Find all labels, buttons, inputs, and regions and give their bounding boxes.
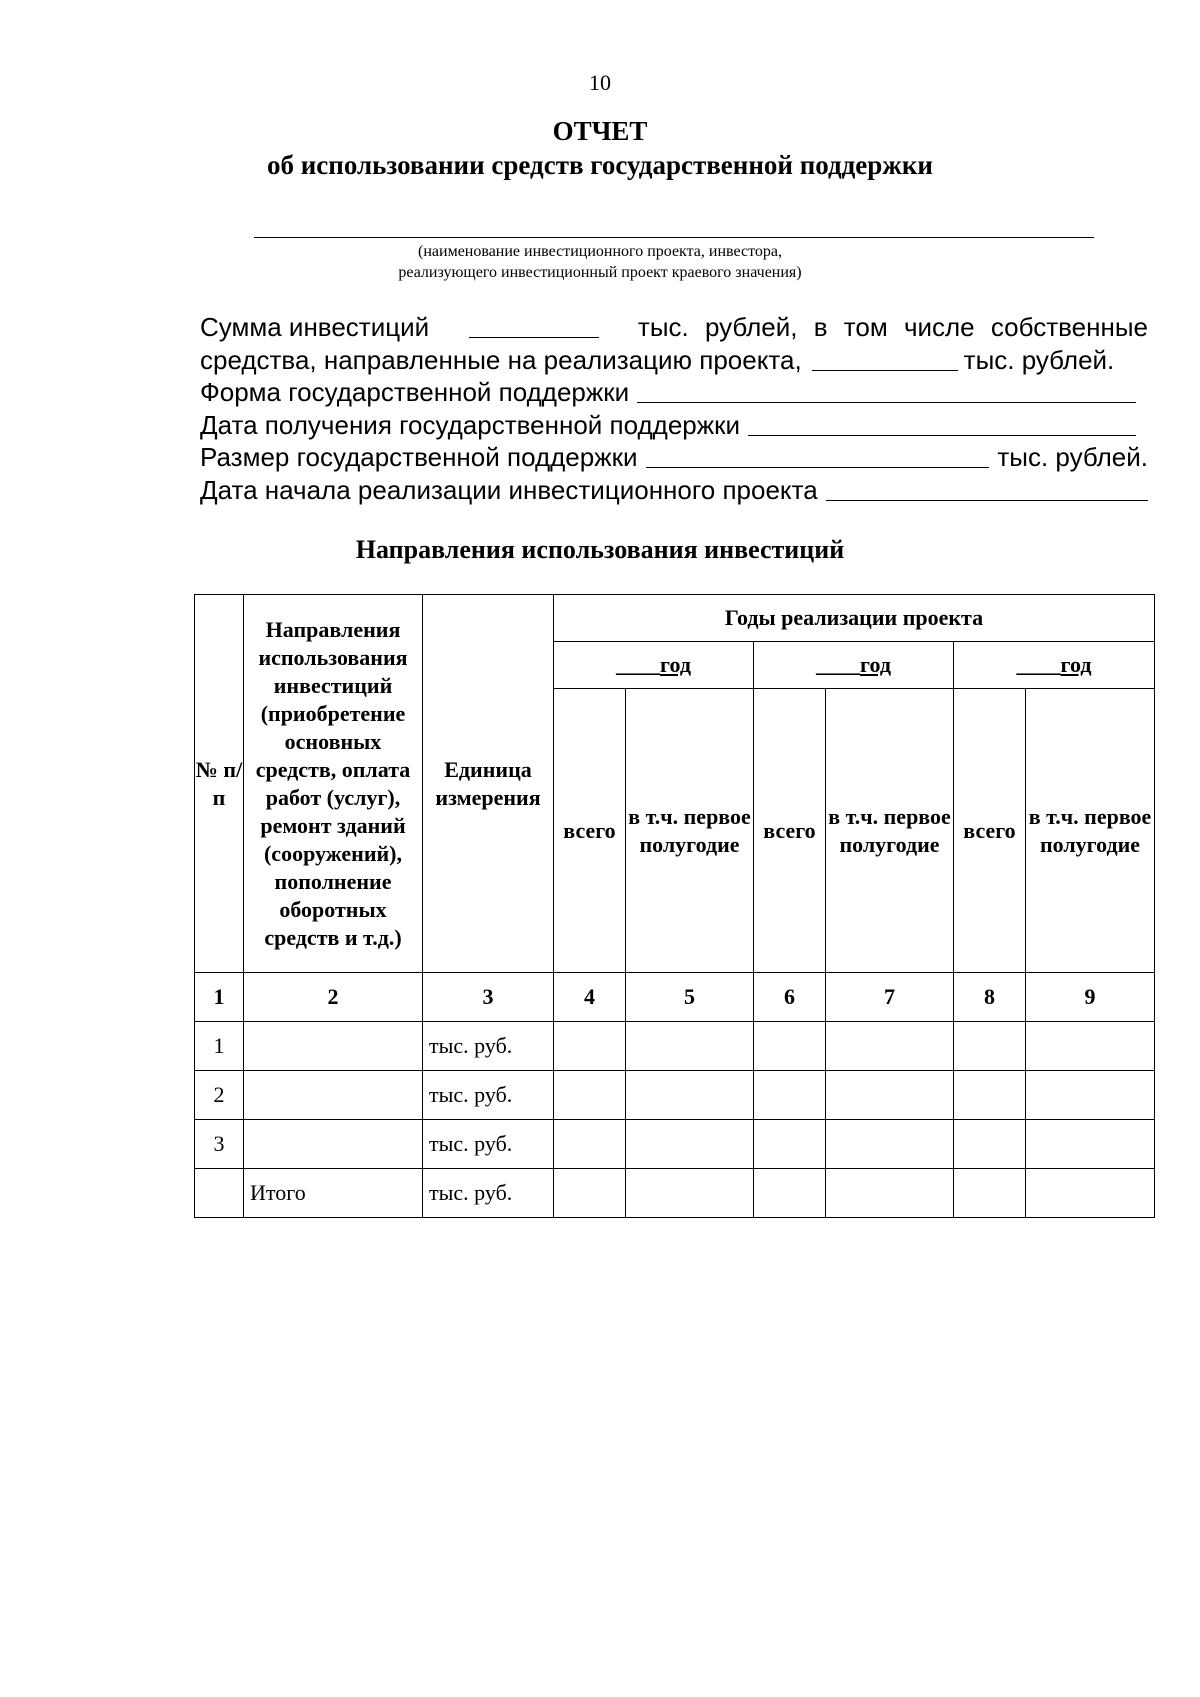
header-total-3: всего [954, 689, 1026, 973]
col-number: 9 [1026, 973, 1155, 1022]
data-cell[interactable] [826, 1169, 954, 1218]
col-number: 7 [826, 973, 954, 1022]
data-cell[interactable] [626, 1022, 754, 1071]
data-cell[interactable] [554, 1022, 626, 1071]
year-1-label: год [660, 652, 691, 677]
investment-sum-label: Сумма инвестиций [200, 312, 430, 342]
header-unit: Единица измерения [423, 595, 554, 973]
row-direction[interactable] [244, 1071, 423, 1120]
support-amount-label: Размер государственной поддержки [200, 442, 638, 472]
report-title-line1: ОТЧЕТ [552, 116, 648, 146]
header-total-1: всего [554, 689, 626, 973]
row-unit: тыс. руб. [423, 1120, 554, 1169]
row-num [195, 1169, 244, 1218]
col-number: 3 [423, 973, 554, 1022]
row-unit: тыс. руб. [423, 1169, 554, 1218]
support-amount-row [200, 441, 1148, 474]
table-row [195, 1071, 1155, 1120]
data-cell[interactable] [626, 1169, 754, 1218]
data-cell[interactable] [754, 1022, 826, 1071]
row-num: 1 [195, 1022, 244, 1071]
table-row [195, 1022, 1155, 1071]
data-cell[interactable] [554, 1169, 626, 1218]
row-unit: тыс. руб. [423, 1071, 554, 1120]
data-cell[interactable] [954, 1169, 1026, 1218]
header-half-2: в т.ч. первое полугодие [826, 689, 954, 973]
investment-sum-blank[interactable] [469, 336, 599, 338]
data-cell[interactable] [626, 1120, 754, 1169]
page-number: 10 [589, 70, 611, 95]
report-title [0, 114, 1200, 182]
data-cell[interactable] [1026, 1022, 1155, 1071]
year-2-label: год [860, 652, 891, 677]
data-cell[interactable] [626, 1071, 754, 1120]
data-cell[interactable] [954, 1022, 1026, 1071]
col-number: 2 [244, 973, 423, 1022]
year-3-blank[interactable]: ____ [1016, 652, 1061, 677]
col-number: 8 [954, 973, 1026, 1022]
header-year-2 [754, 642, 954, 689]
data-cell[interactable] [554, 1120, 626, 1169]
own-funds-row [200, 344, 1148, 377]
header-years: Годы реализации проекта [554, 595, 1155, 642]
own-funds-unit: тыс. рублей. [963, 344, 1115, 375]
investment-sum-unit: тыс. рублей, в том числе собственные [637, 312, 1148, 342]
section-heading: Направления использования инвестиций [355, 535, 845, 564]
col-number: 5 [626, 973, 754, 1022]
data-cell[interactable] [754, 1169, 826, 1218]
year-1-blank[interactable]: ____ [616, 652, 661, 677]
header-year-1 [554, 642, 754, 689]
support-form-label: Форма государственной поддержки [200, 377, 630, 407]
header-half-1: в т.ч. первое полугодие [626, 689, 754, 973]
data-cell[interactable] [1026, 1071, 1155, 1120]
start-date-label: Дата начала реализации инвестиционного проекта [200, 474, 818, 505]
row-direction-total: Итого [244, 1169, 423, 1218]
data-cell[interactable] [826, 1071, 954, 1120]
own-funds-label: средства, направленные на реализацию проекта, [200, 344, 802, 375]
data-cell[interactable] [554, 1071, 626, 1120]
header-year-3 [954, 642, 1155, 689]
support-date-row [200, 409, 1148, 442]
project-name-line[interactable] [254, 237, 1094, 238]
row-direction[interactable] [244, 1120, 423, 1169]
project-name-caption [0, 241, 1200, 283]
support-form-row [200, 376, 1148, 409]
year-3-label: год [1060, 652, 1092, 677]
data-cell[interactable] [826, 1120, 954, 1169]
col-number: 6 [754, 973, 826, 1022]
investment-table [194, 594, 1155, 1218]
start-date-blank[interactable] [826, 499, 1148, 501]
data-cell[interactable] [954, 1071, 1026, 1120]
header-half-3: в т.ч. первое полугодие [1026, 689, 1155, 973]
table-row-total [195, 1169, 1155, 1218]
col-number: 1 [195, 973, 244, 1022]
report-fields [200, 311, 1148, 506]
support-date-blank[interactable] [748, 434, 1136, 436]
header-num: № п/п [195, 595, 244, 973]
row-num: 2 [195, 1071, 244, 1120]
row-direction[interactable] [244, 1022, 423, 1071]
data-cell[interactable] [1026, 1120, 1155, 1169]
investment-sum-row [200, 311, 1148, 344]
col-number: 4 [554, 973, 626, 1022]
column-numbering-row [195, 973, 1155, 1022]
data-cell[interactable] [954, 1120, 1026, 1169]
support-date-label: Дата получения государственной поддержки [200, 409, 741, 440]
row-unit: тыс. руб. [423, 1022, 554, 1071]
own-funds-blank[interactable] [812, 369, 958, 371]
row-num: 3 [195, 1120, 244, 1169]
table-row [195, 1120, 1155, 1169]
caption-line2: реализующего инвестиционный проект краевого значения) [398, 264, 802, 281]
data-cell[interactable] [826, 1022, 954, 1071]
report-title-line2: об использовании средств государственной поддержки [266, 150, 933, 180]
support-form-blank[interactable] [637, 401, 1136, 403]
data-cell[interactable] [754, 1071, 826, 1120]
support-amount-unit: тыс. рублей. [997, 442, 1148, 472]
caption-line1: (наименование инвестиционного проекта, инвестора, [418, 243, 782, 260]
data-cell[interactable] [754, 1120, 826, 1169]
data-cell[interactable] [1026, 1169, 1155, 1218]
support-amount-blank[interactable] [646, 466, 990, 468]
year-2-blank[interactable]: ____ [816, 652, 861, 677]
start-date-row [200, 474, 1148, 507]
header-direction: Направления использования инвестиций (приобретение основных средств, оплата работ (услуг), ремонт зданий (сооружений), пополнение оборотных средств и т.д.) [244, 595, 423, 973]
header-total-2: всего [754, 689, 826, 973]
